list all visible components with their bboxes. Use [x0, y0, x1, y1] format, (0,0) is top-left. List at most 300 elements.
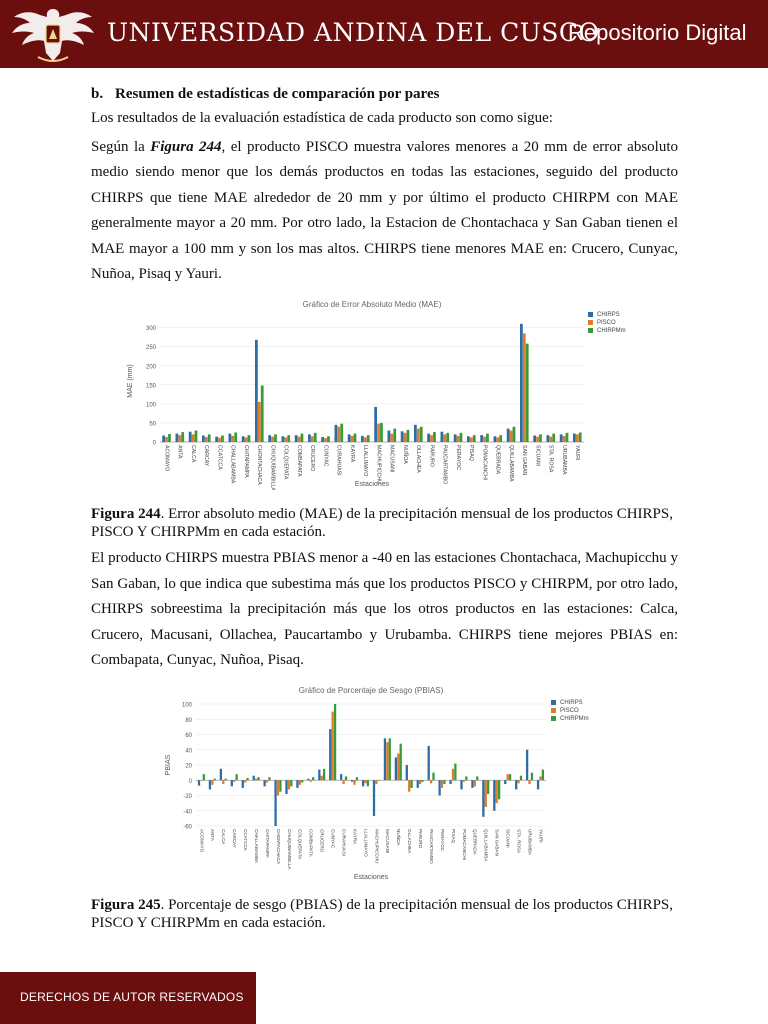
- y-tick-label: 20: [185, 763, 192, 770]
- bar-pisco-14: [351, 436, 354, 442]
- x-tick-label: PARURO: [428, 445, 435, 467]
- y-tick-label: -20: [183, 794, 192, 800]
- bar-pisco-10: [310, 780, 312, 782]
- bar-pisco-23: [470, 437, 473, 442]
- bar-chirpmm-17: [389, 738, 391, 780]
- figure-reference: Figura 244: [150, 138, 222, 155]
- x-axis-title: Estaciones: [354, 481, 390, 488]
- x-tick-label: CARCAY: [203, 445, 209, 467]
- bar-pisco-0: [200, 780, 202, 781]
- bar-chirpmm-20: [433, 432, 436, 442]
- x-tick-label: ANTA: [210, 829, 216, 841]
- bar-chirps-13: [335, 425, 338, 442]
- bar-chirpmm-4: [246, 778, 248, 780]
- bar-pisco-19: [417, 429, 420, 442]
- legend-swatch: [551, 708, 556, 713]
- x-tick-label: LLALLIMAYO: [363, 829, 369, 857]
- bar-chirps-24: [460, 780, 462, 789]
- figure-244-caption: [91, 505, 678, 541]
- x-tick-label: PISAQ: [450, 829, 456, 844]
- x-tick-label: QUEBRADA: [494, 445, 501, 475]
- legend-swatch: [588, 328, 593, 333]
- bar-chirps-11: [308, 434, 311, 442]
- bar-chirps-26: [482, 780, 484, 817]
- bar-chirpmm-5: [234, 432, 237, 442]
- bar-pisco-15: [364, 780, 366, 783]
- bar-chirps-29: [515, 780, 517, 789]
- x-tick-label: PAUCARTAMBO: [441, 445, 448, 485]
- chart-title: Gráfico de Error Absoluto Medio (MAE): [302, 300, 442, 309]
- bar-chirps-27: [520, 324, 523, 442]
- x-tick-label: CHITAPAMPA: [242, 445, 249, 478]
- figure-244-label: Figura 244: [91, 506, 161, 522]
- bar-chirps-8: [268, 435, 271, 442]
- bar-chirpmm-6: [268, 777, 270, 780]
- legend-swatch: [588, 312, 593, 317]
- paragraph-mae-pre: Según la: [91, 138, 151, 155]
- bar-pisco-19: [408, 780, 410, 791]
- y-tick-label: 0: [152, 440, 156, 447]
- bar-chirps-11: [318, 770, 320, 781]
- x-tick-label: MACHUPICCHU: [375, 445, 382, 484]
- bar-chirps-20: [427, 434, 430, 442]
- bar-pisco-26: [485, 780, 487, 807]
- paragraph-pbias: El producto CHIRPS muestra PBIAS menor a -40 en las estaciones Chontachaca, Machupicchu y San Gaban, lo que indica que subestima más que los productos PISCO y CHIRPM, por otro lado, CHIRPS sobreestima la precipitación más que los otros productos en las estaciones: Calca, Crucero, Macusani, Ollachea, Paucartambo y Urubamba. CHIRPS tiene mejores PBIAS en: Combapata, Cunyac, Nuñoa, Pisaq.: [91, 550, 678, 668]
- bar-pisco-4: [218, 438, 221, 442]
- bar-pisco-2: [222, 780, 224, 784]
- bar-chirpmm-8: [274, 434, 277, 442]
- bar-chirpmm-14: [356, 777, 358, 780]
- bar-chirps-23: [467, 436, 470, 442]
- bar-chirps-1: [176, 434, 179, 442]
- x-tick-label: OLLACHEA: [415, 445, 421, 473]
- x-tick-label: CUNYAC: [322, 445, 329, 467]
- bar-chirps-7: [255, 340, 258, 442]
- bar-chirps-6: [242, 436, 245, 442]
- bar-pisco-11: [311, 436, 314, 442]
- bar-chirps-28: [504, 780, 506, 784]
- bar-pisco-24: [463, 780, 465, 782]
- x-tick-label: COMBAPATA: [308, 829, 314, 857]
- repository-title: Repositorio Digital: [568, 20, 747, 45]
- bar-chirps-20: [417, 780, 419, 788]
- bar-chirpmm-17: [393, 429, 396, 442]
- bar-chirpmm-13: [345, 776, 347, 780]
- x-tick-label: SAN GABAN: [494, 829, 500, 856]
- bar-chirps-0: [162, 436, 165, 442]
- bar-chirps-28: [533, 436, 536, 442]
- bar-chirpmm-12: [327, 436, 330, 442]
- bar-chirpmm-9: [287, 435, 290, 442]
- y-tick-label: 150: [145, 383, 156, 390]
- bar-pisco-27: [496, 780, 498, 803]
- bar-pisco-15: [364, 437, 367, 442]
- figure-245-caption: [91, 896, 678, 932]
- bar-chirps-21: [441, 432, 444, 442]
- bar-chirps-17: [384, 738, 386, 780]
- x-tick-label: CCATCCA: [216, 445, 223, 470]
- bar-pisco-12: [332, 712, 334, 781]
- y-tick-label: 200: [145, 364, 156, 371]
- x-tick-label: LLALLIMAYO: [362, 445, 368, 477]
- x-tick-label: CUNYAC: [330, 829, 336, 849]
- bar-chirpmm-2: [195, 431, 198, 442]
- bar-pisco-22: [457, 436, 460, 442]
- bar-chirpmm-22: [460, 433, 463, 442]
- bar-chirpmm-31: [579, 432, 582, 442]
- bar-pisco-21: [430, 780, 432, 783]
- bar-chirpmm-15: [367, 435, 370, 442]
- x-tick-label: CHALLABAMBA: [253, 829, 259, 863]
- bar-chirpmm-2: [225, 779, 227, 781]
- bar-chirpmm-22: [443, 780, 445, 784]
- x-tick-label: COMBAPATA: [295, 445, 302, 477]
- bar-pisco-13: [342, 780, 344, 784]
- mae-chart: [120, 296, 648, 490]
- bar-chirps-2: [220, 769, 222, 780]
- bar-pisco-31: [539, 776, 541, 780]
- bar-pisco-20: [430, 435, 433, 442]
- bar-chirps-7: [274, 780, 276, 826]
- figure-244-caption-text: . Error absoluto medio (MAE) de la precipitación mensual de los productos CHIRPS, PISCO Y CHIRPMm en cada estación.: [91, 506, 673, 540]
- bar-chirps-12: [321, 437, 324, 442]
- bar-pisco-9: [299, 780, 301, 785]
- bar-chirps-18: [395, 757, 397, 780]
- bar-chirpmm-1: [181, 432, 184, 442]
- x-tick-label: YAURI: [574, 445, 580, 461]
- bar-chirps-10: [295, 435, 298, 442]
- x-tick-label: CALCA: [189, 445, 196, 463]
- y-tick-label: 80: [185, 717, 192, 724]
- x-tick-label: PARURO: [418, 829, 423, 849]
- bar-chirps-9: [282, 436, 285, 442]
- bar-chirpmm-23: [473, 435, 476, 442]
- bar-chirpmm-0: [203, 774, 205, 780]
- bar-chirps-16: [374, 407, 377, 442]
- y-tick-label: 100: [145, 402, 156, 409]
- bar-pisco-22: [441, 780, 443, 788]
- y-tick-label: 50: [149, 421, 156, 428]
- bar-chirps-21: [428, 746, 430, 780]
- bar-chirps-5: [253, 776, 255, 781]
- bar-chirpmm-19: [410, 780, 412, 788]
- bar-pisco-5: [255, 779, 257, 781]
- bar-chirpmm-31: [542, 770, 544, 781]
- x-tick-label: QUILLABAMBA: [507, 445, 514, 482]
- figure-245-caption-text: . Porcentaje de sesgo (PBIAS) de la precipitación mensual de los productos CHIRPS, PISCO Y CHIRPMm en cada estación.: [91, 897, 674, 931]
- bar-chirps-30: [526, 750, 528, 781]
- y-tick-label: 250: [145, 345, 156, 352]
- bar-chirps-22: [438, 780, 440, 795]
- x-tick-label: SAN GABAN: [521, 445, 527, 476]
- bar-chirpmm-30: [531, 773, 533, 781]
- bar-pisco-25: [474, 780, 476, 786]
- y-tick-label: 300: [145, 326, 156, 333]
- bar-chirpmm-18: [400, 744, 402, 781]
- y-tick-label: 60: [185, 733, 192, 739]
- bar-pisco-29: [549, 437, 552, 442]
- bar-chirpmm-0: [168, 434, 171, 442]
- bar-chirpmm-3: [235, 774, 237, 780]
- bar-pisco-3: [233, 780, 235, 782]
- bar-pisco-17: [390, 434, 393, 442]
- bar-chirps-9: [296, 780, 298, 788]
- bar-pisco-8: [271, 437, 274, 442]
- x-tick-label: PAUCARTAMBO: [428, 829, 434, 864]
- header-bar: [0, 0, 768, 68]
- paragraph-mae-post: , el producto PISCO muestra valores menores a 20 mm de error absoluto medio siendo menor que los demás productos en todas las estaciones, seguido del producto CHIRPS que tiene MAE alrededor de 20 mm y por último el producto CHIRPM con MAE generalmente mayor a 20 mm. Por otro lado, la Estacion de Chontachaca y San Gaban tienen el MAE mayor a 100 mm y son los mas altos. CHIRPS tiene menores MAE en: Crucero, Cunyac, Nuñoa, Pisaq y Yauri.: [91, 138, 678, 282]
- x-tick-label: YAURI: [538, 829, 544, 843]
- bar-chirpmm-11: [323, 769, 325, 780]
- section-heading-text: Resumen de estadísticas de comparación por pares: [115, 86, 440, 102]
- bar-pisco-12: [324, 438, 327, 442]
- bar-chirpmm-28: [539, 434, 542, 442]
- bar-chirpmm-27: [526, 344, 529, 442]
- x-tick-label: CARCAY: [232, 829, 238, 848]
- x-tick-label: STA. ROSA: [547, 445, 554, 473]
- bar-pisco-18: [404, 433, 407, 442]
- bar-pisco-27: [523, 333, 526, 442]
- bar-pisco-6: [245, 437, 248, 442]
- x-tick-label: ACOMAYO: [163, 445, 170, 472]
- x-tick-label: NUÑOA: [396, 829, 402, 846]
- bar-chirps-5: [229, 434, 232, 442]
- x-tick-label: CURAHUASI: [341, 829, 347, 857]
- y-tick-label: 0: [188, 778, 192, 785]
- bar-chirpmm-25: [499, 435, 502, 442]
- legend-label: PISCO: [597, 320, 616, 326]
- x-tick-label: URUBAMBA: [527, 829, 533, 856]
- x-tick-label: KAYRA: [348, 445, 355, 463]
- x-tick-label: CALCA: [221, 829, 227, 845]
- bar-pisco-23: [452, 769, 454, 780]
- bar-pisco-8: [288, 780, 290, 789]
- chart-title: Gráfico de Porcentaje de Sesgo (PBIAS): [298, 686, 444, 695]
- x-tick-label: NUÑOA: [401, 445, 408, 464]
- bar-chirpmm-24: [465, 776, 467, 780]
- bar-chirpmm-7: [279, 780, 281, 791]
- bar-pisco-3: [205, 437, 208, 442]
- bar-chirps-8: [285, 780, 287, 794]
- x-tick-label: CHUQUIBAMBILLA: [269, 445, 276, 490]
- y-tick-label: -60: [183, 824, 192, 831]
- x-tick-label: MACUSANI: [385, 829, 391, 854]
- bar-chirps-22: [454, 434, 457, 442]
- bar-chirps-31: [573, 434, 576, 442]
- bar-pisco-28: [507, 774, 509, 780]
- bar-chirpmm-28: [509, 774, 511, 780]
- bar-chirpmm-6: [248, 435, 251, 442]
- bar-pisco-20: [419, 780, 421, 784]
- x-tick-label: COLQUEPATA: [297, 829, 303, 860]
- bar-pisco-1: [211, 780, 213, 785]
- x-tick-label: CHUQUIBAMBILLA: [286, 829, 292, 870]
- bar-chirps-23: [449, 780, 451, 784]
- bar-pisco-16: [375, 780, 377, 784]
- bar-chirpmm-16: [378, 780, 380, 781]
- section-heading: [91, 82, 678, 106]
- x-tick-label: OLLACHEA: [407, 829, 413, 854]
- x-tick-label: POMACANCHI: [481, 445, 488, 481]
- legend-label: CHIRPMm: [597, 328, 626, 334]
- x-tick-label: KAYRA: [352, 829, 358, 845]
- bar-pisco-24: [483, 437, 486, 442]
- x-tick-label: CHONTACHACA: [275, 829, 281, 865]
- section-label: b.: [91, 86, 104, 102]
- x-tick-label: PERAYOC: [454, 445, 461, 470]
- bar-chirpmm-11: [314, 433, 317, 442]
- bar-pisco-25: [496, 437, 499, 442]
- bar-chirps-26: [507, 429, 510, 442]
- bar-chirpmm-9: [301, 780, 303, 782]
- legend-swatch: [588, 320, 593, 325]
- bar-pisco-18: [397, 754, 399, 781]
- x-tick-label: CHONTACHACA: [256, 445, 262, 485]
- bar-chirps-18: [401, 431, 404, 442]
- figure-244: [120, 296, 648, 490]
- bar-chirpmm-29: [552, 434, 555, 442]
- bar-chirpmm-10: [312, 777, 314, 780]
- bar-pisco-1: [178, 435, 181, 442]
- bar-chirps-13: [340, 774, 342, 780]
- bar-chirps-2: [189, 432, 192, 442]
- x-tick-label: ACOMAYO: [199, 829, 205, 853]
- bar-chirps-19: [406, 765, 408, 780]
- document-body: [91, 82, 678, 288]
- bar-chirpmm-24: [486, 434, 489, 442]
- y-tick-label: 40: [185, 748, 192, 755]
- bar-chirps-25: [494, 436, 497, 442]
- legend-label: CHIRPS: [597, 312, 620, 318]
- bar-chirpmm-1: [214, 779, 216, 781]
- bar-chirps-30: [560, 434, 563, 442]
- y-tick-label: 100: [181, 702, 192, 709]
- x-tick-label: COLQUEPATA: [282, 445, 289, 480]
- bar-chirps-10: [307, 779, 309, 781]
- bar-chirpmm-27: [498, 780, 500, 799]
- bar-chirps-24: [480, 435, 483, 442]
- bar-pisco-9: [284, 437, 287, 442]
- bar-pisco-17: [386, 742, 388, 780]
- bar-chirps-17: [388, 431, 391, 442]
- bar-chirps-3: [231, 780, 233, 786]
- bar-chirpmm-3: [208, 434, 211, 442]
- bar-chirps-27: [493, 780, 495, 811]
- legend-swatch: [551, 700, 556, 705]
- bar-chirpmm-14: [354, 434, 357, 442]
- y-axis-title: PBIAS: [165, 754, 172, 776]
- x-tick-label: SICUANI: [505, 829, 511, 848]
- bar-chirpmm-4: [221, 436, 224, 442]
- legend-swatch: [551, 716, 556, 721]
- chart-background: [120, 296, 648, 490]
- bar-chirpmm-26: [487, 780, 489, 794]
- bar-chirpmm-15: [367, 780, 369, 786]
- y-axis-title: MAE (mm): [127, 364, 134, 398]
- bar-pisco-21: [443, 434, 446, 442]
- x-axis-title: Estaciones: [353, 874, 389, 881]
- footer-bar: [0, 972, 256, 1024]
- bar-chirpmm-10: [301, 434, 304, 442]
- copyright-notice: DERECHOS DE AUTOR RESERVADOS: [20, 990, 244, 1004]
- x-tick-label: MACUSANI: [388, 445, 395, 473]
- bar-pisco-13: [337, 427, 340, 442]
- bar-chirpmm-19: [420, 427, 423, 442]
- x-tick-label: STA. ROSA: [516, 829, 522, 854]
- bar-chirps-31: [537, 780, 539, 789]
- bar-chirps-0: [198, 780, 200, 785]
- bar-chirps-4: [242, 780, 244, 788]
- bar-pisco-11: [321, 776, 323, 781]
- chart-background: [158, 684, 610, 884]
- bar-chirpmm-20: [421, 780, 423, 782]
- x-tick-label: QUILLABAMBA: [483, 829, 489, 862]
- x-tick-label: CCATCCA: [243, 829, 248, 851]
- x-tick-label: SICUANI: [534, 445, 541, 467]
- bar-chirps-4: [215, 437, 218, 442]
- bar-chirps-3: [202, 436, 205, 442]
- x-tick-label: ANTA: [176, 445, 183, 459]
- bar-pisco-30: [563, 436, 566, 442]
- bar-chirps-25: [471, 780, 473, 788]
- bar-chirpmm-16: [380, 423, 383, 442]
- bar-chirpmm-5: [257, 777, 259, 780]
- bar-pisco-5: [231, 436, 234, 442]
- bar-chirpmm-25: [476, 776, 478, 780]
- bar-chirpmm-13: [340, 424, 343, 442]
- bar-chirpmm-12: [334, 704, 336, 780]
- pbias-chart: [158, 684, 610, 884]
- bar-chirpmm-26: [513, 427, 516, 442]
- bar-pisco-30: [528, 780, 530, 784]
- x-tick-label: PERAYOC: [439, 829, 445, 852]
- bar-pisco-16: [377, 424, 380, 442]
- x-tick-label: URUBAMBA: [560, 445, 567, 475]
- x-tick-label: CRUCERO: [319, 829, 325, 853]
- y-tick-label: -40: [183, 809, 192, 816]
- bar-pisco-14: [353, 780, 355, 785]
- x-tick-label: CHITAPAMPA: [264, 829, 270, 858]
- bar-chirpmm-21: [432, 773, 434, 781]
- bar-pisco-29: [517, 780, 519, 783]
- legend-label: CHIRPS: [560, 700, 583, 706]
- bar-chirpmm-7: [261, 386, 264, 442]
- bar-chirps-1: [209, 780, 211, 789]
- bar-chirpmm-18: [407, 430, 410, 442]
- bar-pisco-26: [510, 431, 513, 442]
- bar-pisco-31: [576, 434, 579, 442]
- bar-pisco-6: [266, 780, 268, 782]
- bar-pisco-0: [165, 437, 168, 442]
- bar-chirps-14: [351, 780, 353, 782]
- bar-chirps-19: [414, 425, 417, 442]
- bar-chirpmm-21: [446, 433, 449, 442]
- x-tick-label: QUEBRADA: [472, 829, 478, 855]
- bar-pisco-28: [536, 437, 539, 442]
- bar-chirpmm-30: [566, 433, 569, 442]
- bar-chirps-14: [348, 434, 351, 442]
- bar-chirpmm-29: [520, 776, 522, 781]
- bar-pisco-7: [277, 780, 279, 795]
- x-tick-label: CURAHUASI: [335, 445, 342, 476]
- x-tick-label: CRUCERO: [309, 445, 315, 472]
- legend-label: PISCO: [560, 708, 579, 714]
- university-name: UNIVERSIDAD ANDINA DEL CUSCO: [107, 18, 600, 47]
- bar-chirps-12: [329, 729, 331, 780]
- bar-pisco-10: [298, 437, 301, 442]
- legend-label: CHIRPMm: [560, 716, 589, 722]
- paragraph-mae: [91, 135, 678, 288]
